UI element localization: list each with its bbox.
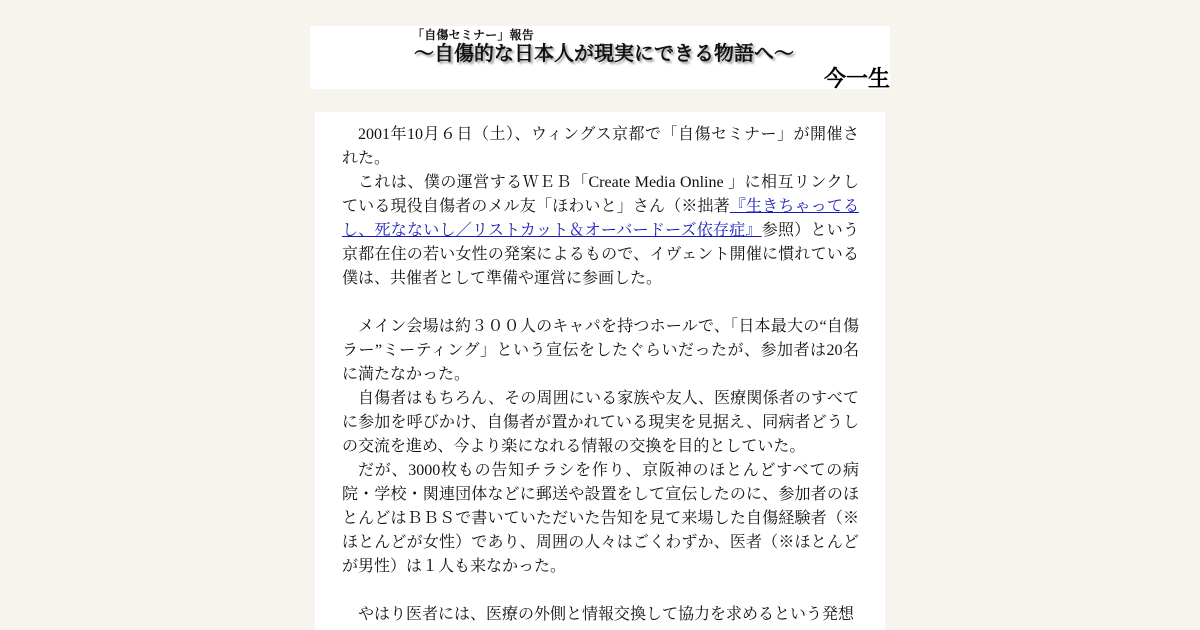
header-subtitle: 「自傷セミナー」報告 <box>412 28 535 42</box>
author-name: 今一生 <box>823 67 890 89</box>
paragraph-text: 参照）という京都在住の若い女性の発案によるもので、イヴェント開催に慣れている僕は、共催者として準備や運営に参画した。 <box>342 222 859 287</box>
page-title: 〜自傷的な日本人が現実にできる物語へ〜 <box>414 41 794 65</box>
paragraph: だが、3000枚もの告知チラシを作り、京阪神のほとんどすべての病院・学校・関連団体などに郵送や設置をして宣伝したのに、参加者のほとんどはＢＢＳで書いていただいた告知を見て来場した自傷経験者（※ほとんどが女性）であり、周囲の人々はごくわずか、医者（※ほとんどが男性）は１人も来なかった。 <box>342 462 859 575</box>
paragraph-text: これは、僕の運営するＷＥＢ「Create Media Online 」に相互リンクしている現役自傷者のメル友「ほわいと」さん（※拙著 <box>342 174 859 215</box>
paragraph: メイン会場は約３００人のキャパを持つホールで、「日本最大の“自傷ラー”ミーティング」という宣伝をしたぐらいだったが、参加者は20名に満たなかった。 <box>342 318 859 383</box>
book-link[interactable]: 『生きちゃってるし、死なないし／リストカット＆オーバードーズ依存症』 <box>342 198 859 239</box>
paragraph: 2001年10月６日（土）、ウィングス京都で「自傷セミナー」が開催された。 <box>342 126 859 167</box>
header-banner <box>310 26 890 89</box>
spacer <box>342 579 859 603</box>
paragraph: 自傷者はもちろん、その周囲にいる家族や友人、医療関係者のすべてに参加を呼びかけ、自傷者が置かれている現実を見据え、同病者どうしの交流を進め、今より楽になれる情報の交換を目的としていた。 <box>342 390 859 455</box>
spacer <box>342 291 859 315</box>
article-body <box>342 123 859 627</box>
paragraph: やはり医者には、医療の外側と情報交換して協力を求めるという発想 <box>358 606 855 623</box>
paragraph <box>342 171 859 291</box>
article-panel <box>315 112 885 630</box>
